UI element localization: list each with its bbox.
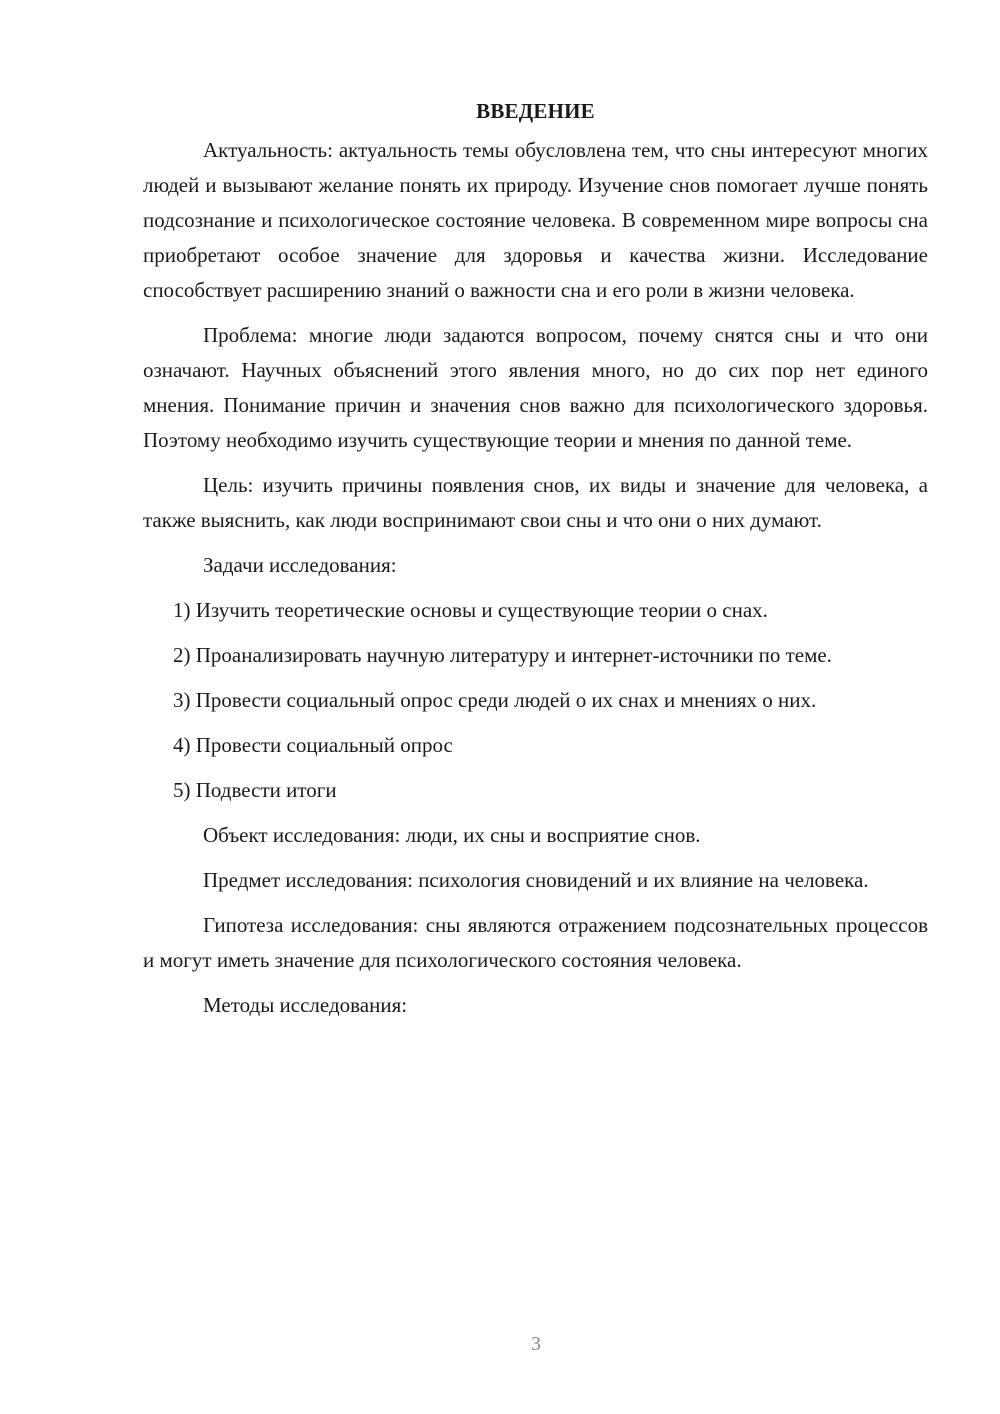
tasks-heading: Задачи исследования: [203,553,397,577]
object-paragraph: Объект исследования: люди, их сны и восприятие снов. [203,823,701,847]
task-item: 5) Подвести итоги [173,778,337,802]
section-title: ВВЕДЕНИЕ [476,99,595,123]
task-item: 1) Изучить теоретические основы и существующие теории о снах. [173,598,768,622]
tasks-list [143,593,928,808]
task-item: 3) Провести социальный опрос среди людей о их снах и мнениях о них. [173,688,817,712]
relevance-paragraph: Актуальность: актуальность темы обусловлена тем, что сны интересуют многих людей и вызывают желание понять их природу. Изучение снов помогает лучше понять подсознание и психологическое состояние человека. В современном мире вопросы сна приобретают особое значение для здоровья и качества жизни. Исследование способствует расширению знаний о важности сна и его роли в жизни человека. [143,138,928,302]
methods-heading: Методы исследования: [203,993,408,1017]
subject-paragraph: Предмет исследования: психология сновидений и их влияние на человека. [203,868,869,892]
problem-paragraph: Проблема: многие люди задаются вопросом, почему снятся сны и что они означают. Научных объяснений этого явления много, но до сих пор нет единого мнения. Понимание причин и значения снов важно для психологического здоровья. Поэтому необходимо изучить существующие теории и мнения по данной теме. [143,323,928,452]
task-item: 4) Провести социальный опрос [173,733,453,757]
hypothesis-paragraph: Гипотеза исследования: сны являются отражением подсознательных процессов и могут иметь значение для психологического состояния человека. [143,913,928,972]
task-item: 2) Проанализировать научную литературу и интернет-источники по теме. [173,643,832,667]
goal-paragraph: Цель: изучить причины появления снов, их виды и значение для человека, а также выяснить, как люди воспринимают свои сны и что они о них думают. [143,473,928,532]
page-number: 3 [531,1333,541,1355]
document-page [143,95,928,1033]
